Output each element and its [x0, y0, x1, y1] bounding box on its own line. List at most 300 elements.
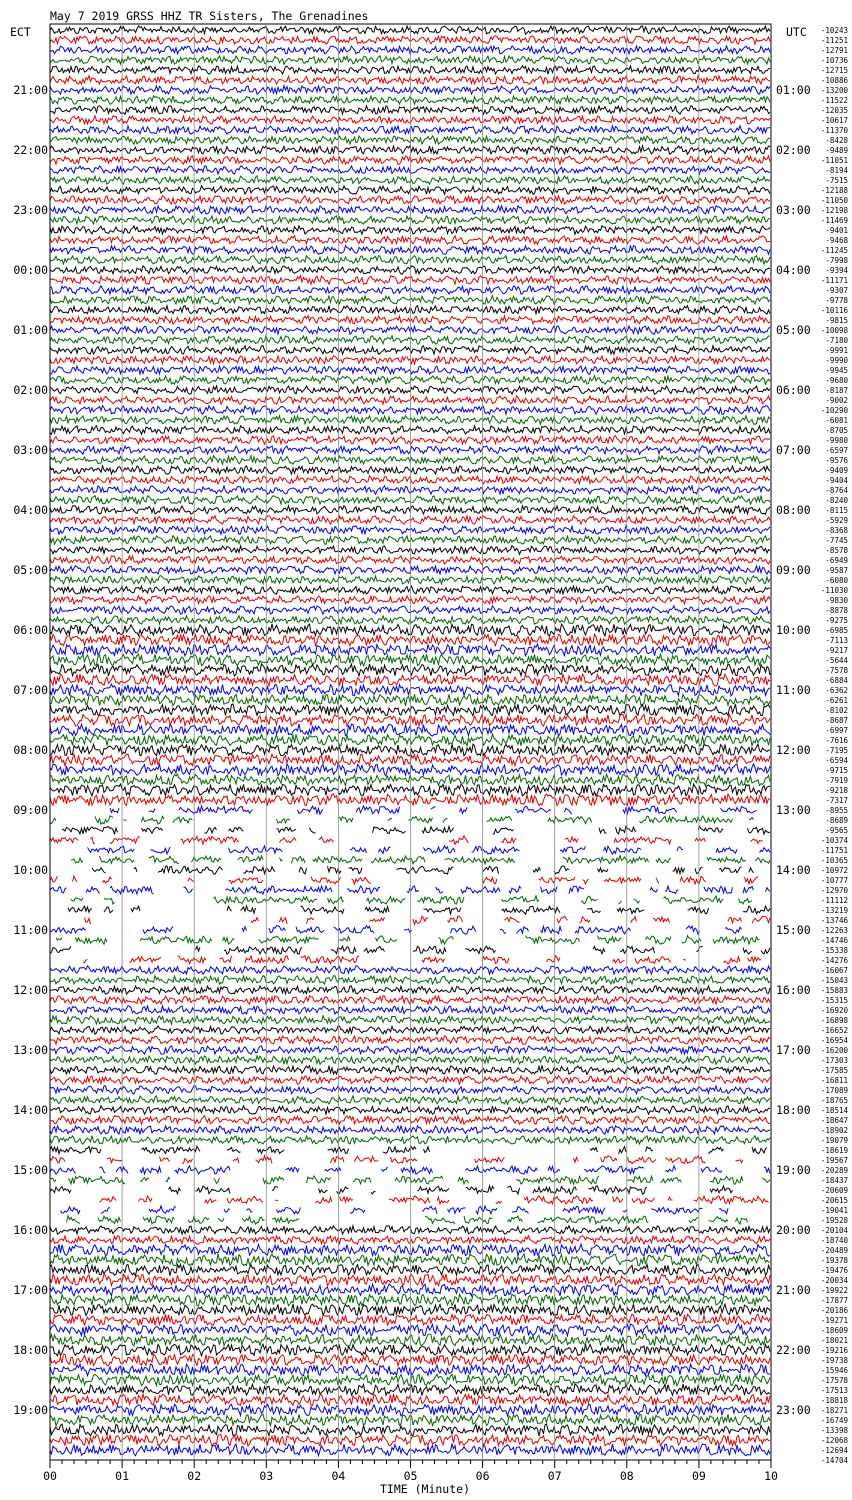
seismic-trace: [50, 1056, 770, 1064]
seismic-trace: [50, 1314, 770, 1326]
right-hour-label: 17:00: [776, 1043, 811, 1057]
row-offset-label: -9217: [825, 646, 848, 655]
row-offset-label: -8115: [825, 506, 848, 515]
seismic-trace: [50, 674, 770, 686]
seismic-trace: [50, 986, 770, 994]
row-offset-label: -12715: [820, 66, 848, 75]
seismic-trace: [50, 446, 770, 454]
row-offset-label: -6884: [825, 676, 848, 685]
row-offset-label: -19476: [820, 1266, 848, 1275]
seismic-trace: [50, 436, 770, 444]
row-offset-label: -8428: [825, 136, 848, 145]
row-offset-label: -12263: [820, 926, 848, 935]
row-offset-label: -6594: [825, 756, 848, 765]
row-offset-label: -9307: [825, 286, 848, 295]
row-offset-label: -16200: [820, 1046, 848, 1055]
left-hour-label: 03:00: [13, 443, 48, 457]
seismic-trace: [50, 36, 770, 44]
x-tick-label: 09: [691, 1469, 706, 1483]
row-offset-label: -9409: [825, 466, 848, 475]
left-hour-label: 00:00: [13, 263, 48, 277]
seismic-trace: [50, 774, 770, 786]
row-offset-label: -7113: [825, 636, 848, 645]
row-offset-label: -12970: [820, 886, 848, 895]
seismic-trace: [56, 936, 760, 945]
row-offset-label: -12068: [820, 1436, 848, 1445]
row-offset-label: -9980: [825, 436, 848, 445]
seismic-trace: [50, 196, 770, 204]
right-hour-label: 22:00: [776, 1343, 811, 1357]
seismic-trace: [50, 926, 742, 934]
seismic-trace: [50, 744, 770, 756]
left-timezone-label: ECT: [10, 25, 31, 39]
left-hour-label: 09:00: [13, 803, 48, 817]
seismic-trace: [50, 1146, 767, 1154]
row-offset-label: -8689: [825, 816, 848, 825]
row-offset-label: -9945: [825, 366, 848, 375]
right-hour-label: 11:00: [776, 683, 811, 697]
row-offset-label: -12035: [820, 106, 848, 115]
seismic-trace: [83, 956, 761, 964]
row-offset-label: -9680: [825, 376, 848, 385]
seismic-trace: [50, 1424, 770, 1436]
row-offset-label: -17585: [820, 1066, 848, 1075]
row-offset-label: -16811: [820, 1076, 848, 1085]
seismic-trace: [50, 376, 770, 385]
seismic-trace: [50, 664, 770, 676]
seismic-trace: [50, 46, 770, 54]
row-offset-label: -19738: [820, 1356, 848, 1365]
row-offset-label: -7180: [825, 336, 848, 345]
row-offset-label: -16749: [820, 1416, 848, 1425]
row-offset-label: -11751: [820, 846, 848, 855]
seismic-trace: [50, 1006, 770, 1014]
seismic-trace: [50, 1136, 770, 1144]
seismic-trace: [50, 1066, 770, 1074]
row-offset-label: -18514: [820, 1106, 848, 1115]
seismic-trace: [50, 106, 770, 115]
left-hour-label: 19:00: [13, 1403, 48, 1417]
left-hour-label: 18:00: [13, 1343, 48, 1357]
seismic-trace: [50, 56, 770, 64]
right-hour-label: 07:00: [776, 443, 811, 457]
seismic-trace: [50, 296, 770, 304]
row-offset-label: -18740: [820, 1236, 848, 1245]
row-offset-label: -10777: [820, 876, 848, 885]
row-offset-label: -7998: [825, 256, 848, 265]
row-offset-label: -9715: [825, 766, 848, 775]
row-offset-label: -14704: [820, 1456, 848, 1465]
seismic-trace: [50, 886, 770, 894]
seismic-trace: [50, 566, 770, 574]
row-offset-label: -9404: [825, 476, 848, 485]
row-offset-label: -19079: [820, 1136, 848, 1145]
seismic-trace: [50, 586, 770, 594]
seismic-trace: [50, 426, 770, 435]
row-offset-label: -11245: [820, 246, 848, 255]
left-hour-label: 12:00: [13, 983, 48, 997]
seismic-trace: [50, 166, 770, 174]
row-offset-label: -19041: [820, 1206, 848, 1215]
row-offset-label: -18647: [820, 1116, 848, 1125]
left-hour-label: 14:00: [13, 1103, 48, 1117]
seismic-trace: [71, 856, 770, 864]
row-offset-label: -10617: [820, 116, 848, 125]
seismic-trace: [50, 1186, 770, 1194]
row-offset-label: -6081: [825, 416, 848, 425]
row-offset-label: -9401: [825, 226, 848, 235]
seismic-trace: [50, 684, 770, 696]
row-offset-label: -9815: [825, 316, 848, 325]
x-tick-label: 06: [475, 1469, 490, 1483]
row-offset-label: -19216: [820, 1346, 848, 1355]
seismic-trace: [50, 1226, 770, 1234]
seismic-trace: [50, 406, 770, 415]
seismic-trace: [50, 356, 770, 364]
left-hour-label: 10:00: [13, 863, 48, 877]
row-offset-label: -12694: [820, 1446, 848, 1455]
x-tick-label: 04: [331, 1469, 346, 1483]
seismic-trace: [50, 256, 770, 264]
row-offset-label: -9002: [825, 396, 848, 405]
left-hour-label: 08:00: [13, 743, 48, 757]
seismic-trace: [50, 556, 770, 564]
x-tick-label: 02: [187, 1469, 202, 1483]
right-hour-label: 01:00: [776, 83, 811, 97]
x-tick-label: 08: [619, 1469, 634, 1483]
seismic-trace: [50, 1444, 770, 1456]
right-hour-label: 14:00: [776, 863, 811, 877]
seismic-trace: [50, 206, 770, 215]
seismic-trace: [110, 806, 757, 814]
seismic-trace: [50, 246, 770, 255]
row-offset-label: -12791: [820, 46, 848, 55]
seismic-trace: [50, 876, 758, 884]
seismic-trace: [50, 1176, 770, 1184]
row-offset-label: -16954: [820, 1036, 848, 1045]
seismic-trace: [61, 1206, 729, 1214]
seismic-trace: [50, 1046, 770, 1055]
right-hour-label: 05:00: [776, 323, 811, 337]
seismic-trace: [50, 226, 770, 234]
seismic-trace: [50, 724, 770, 736]
row-offset-label: -20489: [820, 1246, 848, 1255]
row-offset-label: -9587: [825, 566, 848, 575]
row-offset-label: -13398: [820, 1426, 848, 1435]
seismic-trace: [50, 634, 770, 646]
seismic-trace: [50, 516, 770, 524]
labels-layer: [13, 26, 848, 1483]
row-offset-label: -18271: [820, 1406, 848, 1415]
seismic-trace: [50, 1116, 770, 1125]
left-hour-label: 06:00: [13, 623, 48, 637]
seismic-trace: [50, 306, 770, 315]
row-offset-label: -6985: [825, 626, 848, 635]
left-hour-label: 15:00: [13, 1163, 48, 1177]
seismic-trace: [50, 546, 770, 555]
row-offset-label: -11050: [820, 196, 848, 205]
row-offset-label: -6362: [825, 686, 848, 695]
seismic-trace: [50, 326, 770, 334]
seismic-trace: [50, 1394, 770, 1406]
seismic-trace: [50, 76, 770, 84]
row-offset-label: -9990: [825, 356, 848, 365]
row-offset-label: -7317: [825, 796, 848, 805]
seismic-trace: [50, 694, 770, 706]
row-offset-label: -7515: [825, 176, 848, 185]
row-offset-label: -8102: [825, 706, 848, 715]
seismic-trace: [50, 654, 770, 666]
row-offset-label: -20104: [820, 1226, 848, 1235]
row-offset-label: -11051: [820, 156, 848, 165]
seismic-trace: [50, 416, 770, 425]
right-hour-label: 10:00: [776, 623, 811, 637]
row-offset-label: -6997: [825, 726, 848, 735]
row-offset-label: -8578: [825, 546, 848, 555]
seismic-trace: [50, 276, 770, 285]
x-tick-label: 01: [115, 1469, 130, 1483]
left-hour-label: 01:00: [13, 323, 48, 337]
row-offset-label: -17578: [820, 1376, 848, 1385]
row-offset-label: -19567: [820, 1156, 848, 1165]
seismic-trace: [92, 866, 754, 874]
seismic-trace: [50, 156, 770, 165]
seismic-trace: [50, 146, 770, 155]
row-offset-label: -15883: [820, 986, 848, 995]
row-offset-label: -15315: [820, 996, 848, 1005]
seismic-trace: [50, 526, 770, 535]
right-hour-label: 15:00: [776, 923, 811, 937]
row-offset-label: -10886: [820, 76, 848, 85]
seismic-trace: [50, 714, 770, 726]
row-offset-label: -20289: [820, 1166, 848, 1175]
row-offset-label: -13219: [820, 906, 848, 915]
seismic-trace: [50, 1364, 770, 1376]
seismic-trace: [50, 386, 770, 394]
right-hour-label: 12:00: [776, 743, 811, 757]
left-hour-label: 17:00: [13, 1283, 48, 1297]
seismic-trace: [71, 896, 752, 904]
seismic-trace: [50, 1324, 770, 1336]
left-hour-label: 13:00: [13, 1043, 48, 1057]
seismic-trace: [50, 456, 770, 464]
row-offset-label: -18765: [820, 1096, 848, 1105]
seismic-trace: [68, 906, 770, 914]
row-offset-label: -20615: [820, 1196, 848, 1205]
row-offset-label: -17089: [820, 1086, 848, 1095]
row-offset-label: -9489: [825, 146, 848, 155]
seismic-trace: [67, 1216, 748, 1224]
seismic-trace: [50, 616, 770, 625]
seismic-trace: [100, 1196, 769, 1204]
row-offset-label: -18902: [820, 1126, 848, 1135]
row-offset-label: -5644: [825, 656, 848, 665]
row-offset-label: -10290: [820, 406, 848, 415]
x-tick-label: 10: [764, 1469, 778, 1483]
row-offset-label: -10365: [820, 856, 848, 865]
left-hour-label: 21:00: [13, 83, 48, 97]
seismic-trace: [50, 466, 770, 474]
row-offset-label: -8705: [825, 426, 848, 435]
row-offset-label: -8764: [825, 486, 848, 495]
row-offset-label: -8368: [825, 526, 848, 535]
x-axis-label: TIME (Minute): [380, 1482, 471, 1496]
row-offset-label: -10736: [820, 56, 848, 65]
seismic-trace: [50, 624, 770, 636]
seismic-trace: [50, 486, 770, 495]
seismic-trace: [50, 1284, 770, 1296]
row-offset-label: -10098: [820, 326, 848, 335]
seismic-trace: [85, 916, 771, 924]
row-offset-label: -13200: [820, 86, 848, 95]
row-offset-label: -16898: [820, 1016, 848, 1025]
row-offset-label: -19378: [820, 1256, 848, 1265]
row-offset-label: -17877: [820, 1296, 848, 1305]
seismic-trace: [88, 846, 771, 854]
row-offset-label: -17303: [820, 1056, 848, 1065]
seismic-trace: [50, 1434, 770, 1446]
row-offset-label: -10243: [820, 26, 848, 35]
row-offset-label: -7919: [825, 776, 848, 785]
seismic-trace: [50, 1166, 770, 1174]
seismic-trace: [50, 66, 770, 74]
right-hour-label: 08:00: [776, 503, 811, 517]
seismic-trace: [50, 496, 770, 504]
row-offset-label: -10116: [820, 306, 848, 315]
row-offset-label: -11370: [820, 126, 848, 135]
row-offset-label: -14276: [820, 956, 848, 965]
seismic-trace: [50, 86, 770, 95]
seismic-trace: [50, 1244, 770, 1256]
seismic-trace: [50, 734, 770, 746]
row-offset-label: -9991: [825, 346, 848, 355]
row-offset-label: -10374: [820, 836, 848, 845]
row-offset-label: -12188: [820, 186, 848, 195]
seismic-trace: [50, 1344, 770, 1356]
row-offset-label: -19271: [820, 1316, 848, 1325]
x-tick-label: 00: [43, 1469, 57, 1483]
left-hour-label: 04:00: [13, 503, 48, 517]
row-offset-label: -20186: [820, 1306, 848, 1315]
seismic-trace: [50, 966, 770, 975]
seismic-trace: [50, 316, 770, 324]
seismic-trace: [50, 1304, 770, 1316]
row-offset-label: -16920: [820, 1006, 848, 1015]
row-offset-label: -9576: [825, 456, 848, 465]
row-offset-label: -18609: [820, 1326, 848, 1335]
left-hour-label: 02:00: [13, 383, 48, 397]
seismic-trace: [50, 1016, 770, 1024]
row-offset-label: -8878: [825, 606, 848, 615]
left-hour-label: 07:00: [13, 683, 48, 697]
row-offset-label: -15043: [820, 976, 848, 985]
seismic-trace: [50, 186, 770, 195]
seismic-trace: [50, 784, 770, 796]
right-hour-label: 19:00: [776, 1163, 811, 1177]
right-hour-label: 02:00: [776, 143, 811, 157]
row-offset-label: -6080: [825, 576, 848, 585]
seismic-trace: [50, 1096, 770, 1104]
seismic-trace: [50, 1254, 770, 1266]
row-offset-label: -18021: [820, 1336, 848, 1345]
row-offset-label: -19528: [820, 1216, 848, 1225]
seismic-trace: [50, 1354, 770, 1366]
seismic-trace: [50, 1274, 770, 1286]
row-offset-label: -9275: [825, 616, 848, 625]
seismic-trace: [50, 1294, 770, 1306]
right-hour-label: 09:00: [776, 563, 811, 577]
row-offset-label: -9394: [825, 266, 848, 275]
row-offset-label: -15338: [820, 946, 848, 955]
left-hour-label: 23:00: [13, 203, 48, 217]
row-offset-label: -16652: [820, 1026, 848, 1035]
right-hour-label: 16:00: [776, 983, 811, 997]
seismic-trace: [50, 576, 770, 584]
row-offset-label: -15946: [820, 1366, 848, 1375]
seismic-trace: [50, 336, 770, 344]
row-offset-label: -18437: [820, 1176, 848, 1185]
row-offset-label: -20609: [820, 1186, 848, 1195]
row-offset-label: -11030: [820, 586, 848, 595]
row-offset-label: -9830: [825, 596, 848, 605]
row-offset-label: -9778: [825, 296, 848, 305]
seismic-trace: [50, 536, 770, 544]
row-offset-label: -6261: [825, 696, 848, 705]
row-offset-label: -11469: [820, 216, 848, 225]
seismic-trace: [50, 476, 770, 484]
seismic-trace: [50, 1384, 770, 1396]
row-offset-label: -11112: [820, 896, 848, 905]
row-offset-label: -7616: [825, 736, 848, 745]
row-offset-label: -17513: [820, 1386, 848, 1395]
left-hour-label: 22:00: [13, 143, 48, 157]
row-offset-label: -13746: [820, 916, 848, 925]
seismic-trace: [50, 596, 770, 605]
seismic-trace: [50, 1126, 770, 1134]
row-offset-label: -11171: [820, 276, 848, 285]
left-hour-label: 11:00: [13, 923, 48, 937]
seismic-trace: [50, 176, 770, 184]
grid-layer: [50, 24, 771, 1468]
x-tick-label: 03: [259, 1469, 274, 1483]
row-offset-label: -6949: [825, 556, 848, 565]
right-hour-label: 21:00: [776, 1283, 811, 1297]
seismic-trace: [50, 704, 770, 716]
seismic-trace: [50, 1236, 770, 1244]
seismic-trace: [50, 1026, 770, 1034]
left-hour-label: 16:00: [13, 1223, 48, 1237]
row-offset-label: -19922: [820, 1286, 848, 1295]
seismic-trace: [50, 506, 770, 514]
row-offset-label: -18619: [820, 1146, 848, 1155]
right-timezone-label: UTC: [786, 25, 807, 39]
seismic-trace: [50, 126, 770, 134]
row-offset-label: -11522: [820, 96, 848, 105]
x-tick-label: 07: [547, 1469, 562, 1483]
seismic-trace: [50, 116, 770, 124]
x-tick-label: 05: [403, 1469, 418, 1483]
right-hour-label: 18:00: [776, 1103, 811, 1117]
seismic-trace: [50, 346, 770, 354]
row-offset-label: -9468: [825, 236, 848, 245]
row-offset-label: -12198: [820, 206, 848, 215]
row-offset-label: -8687: [825, 716, 848, 725]
seismic-trace: [50, 26, 770, 34]
seismic-trace: [50, 96, 770, 104]
seismic-trace: [50, 1086, 770, 1094]
seismic-trace: [50, 816, 754, 824]
row-offset-label: -7578: [825, 666, 848, 675]
